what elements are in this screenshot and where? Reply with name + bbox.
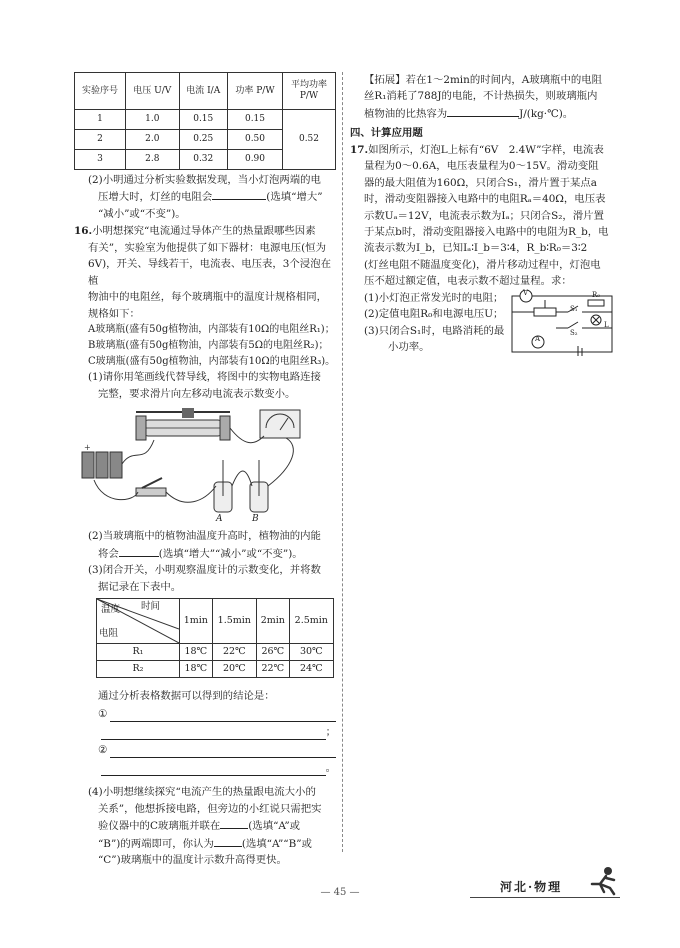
header-cell: 1.5min [212, 598, 256, 643]
average-power-cell: 0.52 [283, 110, 336, 170]
answer-blank[interactable] [447, 105, 519, 117]
text-line: (2)当玻璃瓶中的植物油温度升高时，植物油的内能 [88, 530, 321, 543]
table-cell: 22℃ [256, 660, 289, 677]
text: 植物油的比热容为 [364, 107, 448, 120]
header-cell: 平均功率 P/W [283, 73, 336, 110]
voltmeter-label: V [523, 288, 529, 297]
header-cell: 实验序号 [75, 73, 126, 110]
text: (选填“A”“B”或 [241, 837, 312, 850]
bottle-a-icon [214, 460, 232, 512]
bottle-b-label: B [252, 514, 259, 525]
text-line: “减小”或“不变”)。 [98, 207, 186, 220]
text-line: 于某点b时，滑动变阻器接入电路中的电阻为R_b，电 [364, 225, 609, 238]
apparatus-figure [74, 406, 336, 524]
text-line: (1)小灯泡正常发光时的电阻； [364, 291, 504, 304]
text-line: 物油中的电阻丝，每个玻璃瓶中的温度计规格相同， [88, 291, 327, 304]
answer-line-1b [74, 722, 336, 740]
answer-blank[interactable] [119, 545, 159, 557]
answer-blank[interactable] [214, 835, 242, 847]
circuit-diagram [508, 290, 616, 356]
question-number: 17. [350, 143, 369, 156]
extension-section [350, 72, 622, 122]
bottle-b-icon [250, 460, 268, 512]
text-line [74, 817, 336, 834]
switch-s1-label: S₁ [570, 304, 578, 313]
text-line: (4)小明想继续探究“电流产生的热量跟电流大小的 [88, 786, 316, 799]
brand-label: 河北·物理 [500, 880, 563, 894]
text-line [74, 835, 336, 852]
text-line [74, 188, 336, 205]
table-cell: 2.8 [126, 150, 179, 170]
text-line: A玻璃瓶(盛有50g植物油，内部装有10Ω的电阻丝R₁)； [88, 323, 335, 335]
text-line: 时，滑动变阻器接入电路中的电阻Rₐ＝40Ω，电压表 [364, 193, 606, 206]
header-cell: 1min [180, 598, 213, 643]
table-cell: 0.90 [227, 150, 282, 170]
section-heading: 四、计算应用题 [350, 127, 423, 140]
circle-number: ① [98, 707, 108, 720]
corner-label: 电阻 [99, 627, 119, 639]
table-cell: 1.0 [126, 110, 179, 130]
table-header-row [97, 598, 334, 643]
header-cell: 功率 P/W [227, 73, 282, 110]
right-column [350, 72, 622, 355]
table-cell: 1 [75, 110, 126, 130]
text-line: 压不超过额定值，电表示数不超过量程。求： [364, 275, 572, 288]
table-row [75, 110, 336, 130]
text-line: 据记录在下表中。 [98, 580, 182, 593]
text-line: (灯丝电阻不随温度变化)，滑片移动过程中，灯泡电 [364, 258, 601, 271]
question-number: 16. [74, 225, 93, 238]
answer-line-2 [74, 740, 336, 758]
text-line: 通过分析表格数据可以得到的结论是： [98, 689, 275, 702]
table-cell: 3 [75, 150, 126, 170]
text-line: (2)定值电阻R₀和电源电压U； [364, 308, 504, 321]
circuit-apparatus-drawing [74, 406, 336, 524]
text-line [350, 142, 622, 158]
lamp-label: L [604, 320, 609, 329]
question-16 [74, 223, 336, 868]
answer-blank[interactable] [110, 745, 336, 758]
text-line: (3)闭合开关，小明观察温度计的示数变化，并将数 [88, 564, 321, 577]
text-line: 完整，要求滑片向左移动电流表示数变小。 [98, 387, 296, 400]
resistor-r0-label: R₀ [592, 290, 601, 299]
table-cell: 18℃ [180, 643, 213, 660]
experiment-table [74, 72, 336, 170]
corner-label: 时间 [141, 600, 161, 612]
table-header-row [75, 73, 336, 110]
text-line: (3)只闭合S₁时，电路消耗的最 [364, 324, 505, 337]
text-line: 6V)，开关、导线若干，电流表、电压表，3个浸泡在植 [88, 258, 331, 287]
table-cell: 2.0 [126, 130, 179, 150]
header-cell: 电流 I/A [179, 73, 227, 110]
text-line: 关系”，他想拆接电路，但旁边的小红说只需把实 [98, 802, 322, 815]
punctuation: 。 [325, 761, 336, 774]
header-cell: 2min [256, 598, 289, 643]
text: (选填“增大”“减小”或“不变”)。 [158, 547, 303, 560]
svg-text:+: + [84, 443, 91, 453]
page-number: — 45 — [320, 887, 360, 898]
table-cell: 24℃ [289, 660, 333, 677]
switch-s2-label: S₂ [570, 328, 578, 337]
answer-blank[interactable] [212, 188, 266, 200]
answer-blank[interactable] [110, 709, 336, 722]
text: “B”)的两端即可，你认为 [98, 837, 214, 850]
answer-blank[interactable] [101, 727, 326, 740]
column-divider [342, 72, 343, 852]
text: 压增大时，灯丝的电阻会 [98, 191, 213, 204]
table-cell: 22℃ [212, 643, 256, 660]
text-line: 有关”，实验室为他提供了如下器材：电源电压(恒为 [88, 241, 326, 254]
table-cell: 30℃ [289, 643, 333, 660]
meter-icon [260, 410, 300, 438]
circle-number: ② [98, 743, 108, 756]
header-cell: 2.5min [289, 598, 333, 643]
temperature-table [96, 598, 334, 678]
text-line: B玻璃瓶(盛有50g植物油，内部装有5Ω的电阻丝R₂)； [88, 339, 329, 351]
battery-icon [82, 443, 122, 478]
text-line: 规格如下： [88, 307, 140, 320]
bottle-a-label: A [216, 514, 223, 525]
text-line: 量程为0～0.6A，电压表量程为0～15V。滑动变阻 [364, 160, 599, 173]
text: 小明想探究“电流通过导体产生的热量跟哪些因素 [92, 225, 316, 238]
answer-blank[interactable] [220, 817, 248, 829]
table-row [97, 643, 334, 660]
answer-line-1 [74, 704, 336, 722]
table-cell: 0.25 [179, 130, 227, 150]
text-line [74, 545, 336, 562]
text-line: 器的最大阻值为160Ω，只闭合S₁，滑片置于某点a [364, 176, 597, 189]
table-cell: 26℃ [256, 643, 289, 660]
row-label: R₂ [97, 660, 180, 677]
ammeter-label: A [535, 334, 541, 343]
q17-subquestions [350, 290, 622, 356]
text-line: 小功率。 [388, 341, 430, 353]
answer-line-2b [74, 758, 336, 776]
table-cell: 0.15 [227, 110, 282, 130]
question-17 [350, 142, 622, 356]
row-label: R₁ [97, 643, 180, 660]
text: J/(kg·℃)。 [519, 107, 574, 120]
text-line: 流表示数为I_b，已知Iₐ∶I_b＝3∶4，R_b∶R₀＝3∶2 [364, 242, 588, 255]
table-cell: 2 [75, 130, 126, 150]
table-cell: 0.15 [179, 110, 227, 130]
table-cell: 0.32 [179, 150, 227, 170]
switch-icon [136, 478, 166, 496]
table-cell: 0.50 [227, 130, 282, 150]
diagonal-header-cell [97, 598, 180, 643]
text: 如图所示，灯泡L上标有“6V 2.4W”字样，电流表 [368, 143, 604, 156]
text: 将会 [98, 547, 119, 560]
text-line: C玻璃瓶(盛有50g植物油，内部装有10Ω的电阻丝R₃)。 [88, 355, 336, 367]
text-line: “C”)玻璃瓶中的温度计示数升高得更快。 [98, 854, 287, 867]
text-line: 【拓展】若在1～2min的时间内，A玻璃瓶中的电阻 [364, 74, 603, 86]
left-column [74, 72, 336, 869]
text: (选填“增大” [266, 191, 323, 204]
q16-part4 [74, 784, 336, 868]
text-line [74, 223, 336, 239]
table-cell: 20℃ [212, 660, 256, 677]
answer-blank[interactable] [101, 763, 326, 776]
text-line: (2)小明通过分析实验数据发现，当小灯泡两端的电 [88, 174, 321, 186]
table-row [97, 660, 334, 677]
text-line: 丝R₁消耗了788J的电能，不计热损失，则玻璃瓶内 [364, 90, 598, 103]
text-line: 示数Uₐ＝12V，电流表示数为Iₐ；只闭合S₂，滑片置 [364, 209, 604, 222]
punctuation: ； [325, 725, 336, 738]
footer-rule [470, 897, 620, 898]
text-line: (1)请你用笔画线代替导线，将图中的实物电路连接 [88, 371, 321, 384]
corner-label: 温度 [101, 603, 121, 615]
rheostat-icon [136, 408, 230, 440]
runner-icon [586, 866, 620, 896]
table-cell: 18℃ [180, 660, 213, 677]
q15-part2 [74, 172, 336, 222]
header-cell: 电压 U/V [126, 73, 179, 110]
text: 验仪器中的C玻璃瓶并联在 [98, 820, 221, 833]
text-line [350, 105, 622, 122]
text: (选填“A”或 [248, 820, 301, 833]
